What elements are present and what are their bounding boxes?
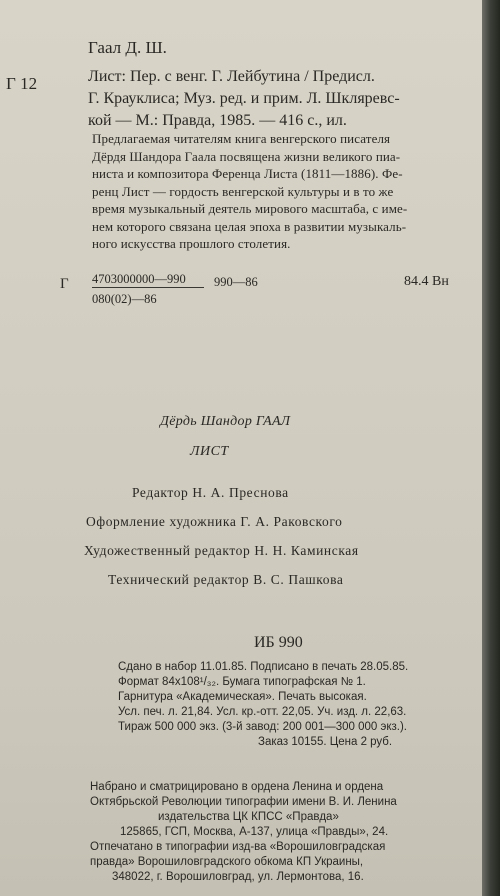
imprint-line: Октябрьской Революции типографии имени В. И. Ленина [90, 796, 397, 808]
annotation-line: нем которого связана целая эпоха в развитии музыкаль- [92, 218, 407, 234]
page-edge-shadow [482, 0, 500, 896]
imprint-line: Усл. печ. л. 21,84. Усл. кр.-отт. 22,05. Уч. изд. л. 22,63. [118, 706, 407, 718]
classification-bbk-code: 84.4 Вн [404, 274, 449, 289]
imprint-line: Формат 84х108¹/₃₂. Бумага типографская № 1. [118, 676, 366, 688]
bib-line: Лист: Пер. с венг. Г. Лейбутина / Предисл. [88, 68, 375, 85]
annotation-line: ного искусства прошлого столетия. [92, 236, 291, 251]
imprint-line: издательства ЦК КПСС «Правда» [158, 811, 339, 823]
print-details [118, 660, 408, 750]
credit-editor: Редактор Н. А. Преснова [132, 485, 289, 500]
imprint-line: Гарнитура «Академическая». Печать высокая. [118, 691, 367, 703]
bib-line: Г. Крауклиса; Муз. ред. и прим. Л. Шкляревс- [88, 90, 400, 107]
credit-cover-artist: Оформление художника Г. А. Раковского [86, 514, 343, 529]
imprint-line: 125865, ГСП, Москва, А-137, улица «Правды», 24. [120, 826, 389, 838]
imprint-line: Набрано и сматрицировано в ордена Ленина и ордена [90, 781, 384, 793]
annotation-paragraph [92, 130, 407, 253]
classification-letter: Г [60, 276, 69, 292]
classification-middle-code: 990—86 [214, 275, 258, 289]
imprint-line: Заказ 10155. Цена 2 руб. [258, 736, 393, 748]
fraction-line [92, 287, 204, 288]
classification-numerator: 4703000000—990 [92, 272, 186, 286]
bib-line: кой — М.: Правда, 1985. — 416 с., ил. [88, 112, 347, 129]
imprint-line: Тираж 500 000 экз. (3-й завод: 200 001—300 000 экз.). [118, 721, 407, 733]
book-title: ЛИСТ [190, 444, 229, 459]
ib-number: ИБ 990 [254, 634, 303, 651]
annotation-line: ренц Лист — гордость венгерской культуры и в то же [92, 183, 394, 199]
credit-art-editor: Художественный редактор Н. Н. Каминская [84, 543, 359, 558]
catalog-author-heading: Гаал Д. Ш. [88, 38, 167, 57]
annotation-line: Дёрдя Шандора Гаала посвящена жизни великого пиа- [92, 148, 401, 164]
annotation-line: Предлагаемая читателям книга венгерского писателя [92, 131, 391, 146]
typesetting-details [90, 780, 397, 885]
catalog-index-code: Г 12 [6, 74, 38, 93]
imprint-line: правда» Ворошиловградского обкома КП Украины, [90, 856, 364, 868]
imprint-line: Сдано в набор 11.01.85. Подписано в печать 28.05.85. [118, 661, 409, 673]
bibliographic-description [88, 66, 400, 132]
annotation-line: ниста и композитора Ференца Листа (1811—1886). Фе- [92, 166, 403, 181]
annotation-line: время музыкальный деятель мирового масштаба, с име- [92, 201, 408, 216]
classification-denominator: 080(02)—86 [92, 292, 157, 306]
credit-technical-editor: Технический редактор В. С. Пашкова [108, 572, 344, 587]
imprint-line: Отпечатано в типографии изд-ва «Ворошиловградская [90, 841, 386, 853]
imprint-line: 348022, г. Ворошиловград, ул. Лермонтова, 16. [112, 871, 364, 883]
title-author: Дёрдь Шандор ГААЛ [160, 414, 291, 429]
